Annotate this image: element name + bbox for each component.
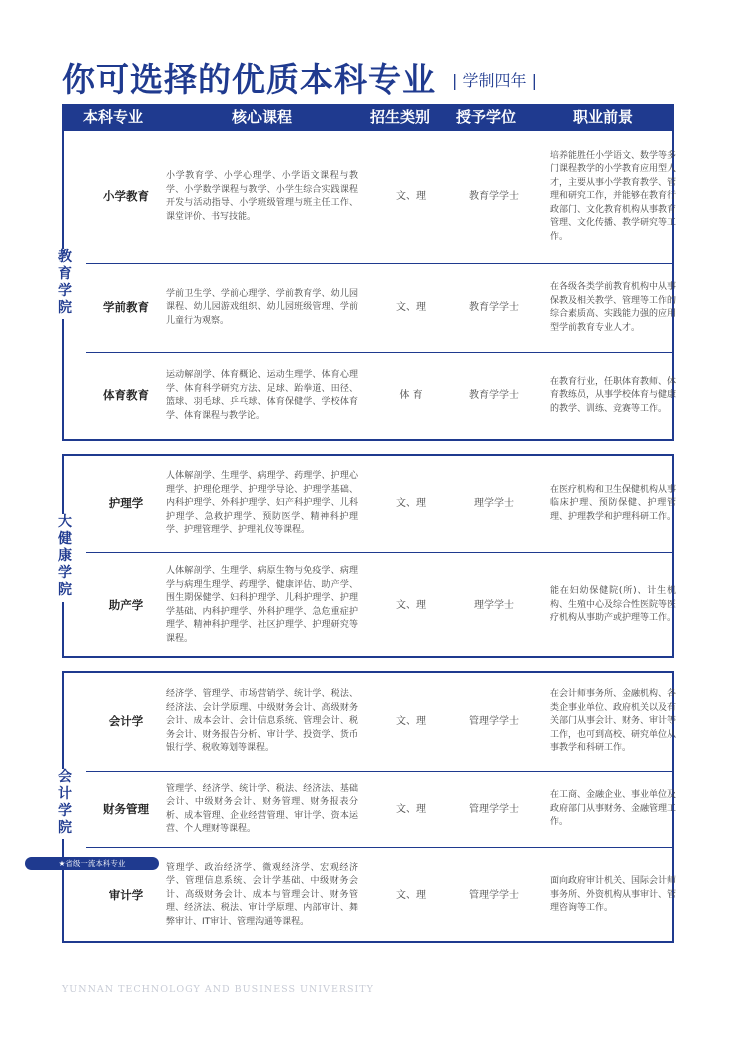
table-row bbox=[86, 263, 677, 352]
college-block-health bbox=[58, 454, 677, 658]
header-major: 本科专业 bbox=[82, 108, 143, 126]
enrollment-category: 文、理 bbox=[396, 302, 426, 314]
career-prospects: 能在妇幼保健院(所)、计生机构、生殖中心及综合性医院等医疗机构从事助产或护理等工作。 bbox=[550, 586, 677, 624]
core-courses: 管理学、政治经济学、微观经济学、宏观经济学、管理信息系统、会计学基础、中级财务会计、高级财务会计、成本与管理会计、财务管理、经济法、税法、审计学原理、内部审计、舞弊审计、IT审计、管理沟通等课程。 bbox=[166, 862, 358, 927]
footer-university-name: YUNNAN TECHNOLOGY AND BUSINESS UNIVERSITY bbox=[62, 984, 374, 995]
core-courses: 管理学、经济学、统计学、税法、经济法、基础会计、中级财务会计、财务管理、财务报表分析、成本管理、企业经营管理、审计学、资本运营、个人理财等课程。 bbox=[166, 783, 358, 834]
enrollment-category: 文、理 bbox=[396, 498, 426, 510]
major-name: 审计学 bbox=[108, 887, 144, 902]
table-row bbox=[86, 552, 677, 658]
table-row bbox=[86, 352, 677, 439]
career-prospects: 在会计师事务所、金融机构、各类企事业单位、政府机关以及有关部门从事会计、财务、审计等工作，也可到高校、研究单位从事教学和科研工作。 bbox=[550, 689, 677, 754]
major-name: 小学教育 bbox=[103, 189, 149, 204]
first-class-major-badge: ★省级一流本科专业 bbox=[25, 857, 159, 870]
career-prospects: 培养能胜任小学语文、数学等多门课程教学的小学教育应用型人才，主要从事小学教育教学、管理和研究工作，并能够在教育行政部门、文化教育机构从事教育管理、文化传播、教学研究等工作。 bbox=[550, 150, 677, 242]
enrollment-category: 体 育 bbox=[399, 390, 423, 402]
degree: 管理学学士 bbox=[469, 716, 519, 728]
degree: 教育学学士 bbox=[469, 302, 519, 314]
enrollment-category: 文、理 bbox=[396, 889, 426, 901]
table-row bbox=[86, 456, 677, 552]
table-row bbox=[86, 771, 677, 847]
degree: 管理学学士 bbox=[469, 889, 519, 901]
enrollment-category: 文、理 bbox=[396, 599, 426, 611]
core-courses: 运动解剖学、体育概论、运动生理学、体育心理学、体育科学研究方法、足球、跆拳道、田径、篮球、羽毛球、乒乓球、体育保健学、学校体育学、体育课程与教学论。 bbox=[166, 370, 358, 421]
table-row bbox=[86, 131, 677, 263]
degree: 理学学士 bbox=[474, 498, 514, 510]
page-title: 你可选择的优质本科专业 bbox=[62, 60, 436, 99]
core-courses: 人体解剖学、生理学、病原生物与免疫学、病理学与病理生理学、药理学、健康评估、助产学、围生期保健学、妇科护理学、儿科护理学、护理学基础、内科护理学、外科护理学、急危重症护理学、精神科护理学、社区护理学、护理研究等课程。 bbox=[166, 566, 358, 644]
major-name: 学前教育 bbox=[103, 300, 149, 315]
core-courses: 经济学、管理学、市场营销学、统计学、税法、经济法、会计学原理、中级财务会计、高级财务会计、成本会计、会计信息系统、管理会计、税务会计、财务报告分析、审计学、投资学、货币银行学、税收筹划等课程。 bbox=[166, 689, 358, 754]
career-prospects: 在各级各类学前教育机构中从事保教及相关教学、管理等工作的综合素质高、实践能力强的应用型学前教育专业人才。 bbox=[550, 282, 677, 333]
enrollment-category: 文、理 bbox=[396, 803, 426, 815]
core-courses: 人体解剖学、生理学、病理学、药理学、护理心理学、护理伦理学、护理学导论、护理学基础、内科护理学、外科护理学、妇产科护理学、儿科护理学、急救护理学、预防医学、精神科护理学、护理管理学、护理礼仪等课程。 bbox=[166, 471, 358, 536]
enrollment-category: 文、理 bbox=[396, 191, 426, 203]
college-block-education bbox=[58, 131, 677, 441]
college-name: 大健康学院 bbox=[58, 514, 70, 602]
header-courses: 核心课程 bbox=[231, 108, 292, 126]
major-name: 会计学 bbox=[108, 714, 144, 729]
table-row bbox=[86, 847, 677, 943]
college-block-accounting bbox=[58, 671, 677, 943]
table-header bbox=[62, 104, 674, 131]
major-name: 护理学 bbox=[108, 496, 144, 511]
degree: 教育学学士 bbox=[469, 390, 519, 402]
enrollment-category: 文、理 bbox=[396, 716, 426, 728]
degree: 教育学学士 bbox=[469, 191, 519, 203]
table-row bbox=[86, 673, 677, 771]
college-name: 教育学院 bbox=[58, 249, 70, 319]
major-name: 体育教育 bbox=[103, 388, 149, 403]
core-courses: 学前卫生学、学前心理学、学前教育学、幼儿园课程、幼儿园游戏组织、幼儿园班级管理、学前儿童行为观察。 bbox=[166, 288, 358, 326]
career-prospects: 面向政府审计机关、国际会计师事务所、外资机构从事审计、管理咨询等工作。 bbox=[550, 876, 677, 914]
header-category: 招生类别 bbox=[369, 108, 430, 126]
college-name: 会计学院 bbox=[58, 769, 70, 839]
header-degree: 授予学位 bbox=[455, 108, 516, 126]
core-courses: 小学教育学、小学心理学、小学语文课程与教学、小学数学课程与教学、小学生综合实践课程开发与活动指导、小学班级管理与班主任工作、课堂评价、书写技能。 bbox=[166, 171, 358, 222]
major-name: 财务管理 bbox=[103, 801, 149, 816]
career-prospects: 在教育行业，任职体育教师、体育教练员，从事学校体育与健康的教学、训练、竞赛等工作。 bbox=[550, 376, 677, 414]
degree: 理学学士 bbox=[474, 599, 514, 611]
degree: 管理学学士 bbox=[469, 803, 519, 815]
page-subtitle: | 学制四年 | bbox=[452, 71, 537, 90]
career-prospects: 在医疗机构和卫生保健机构从事临床护理、预防保健、护理管理、护理教学和护理科研工作。 bbox=[550, 484, 677, 522]
career-prospects: 在工商、金融企业、事业单位及政府部门从事财务、金融管理工作。 bbox=[550, 790, 677, 828]
header-career: 职业前景 bbox=[572, 108, 633, 126]
major-name: 助产学 bbox=[108, 597, 144, 612]
